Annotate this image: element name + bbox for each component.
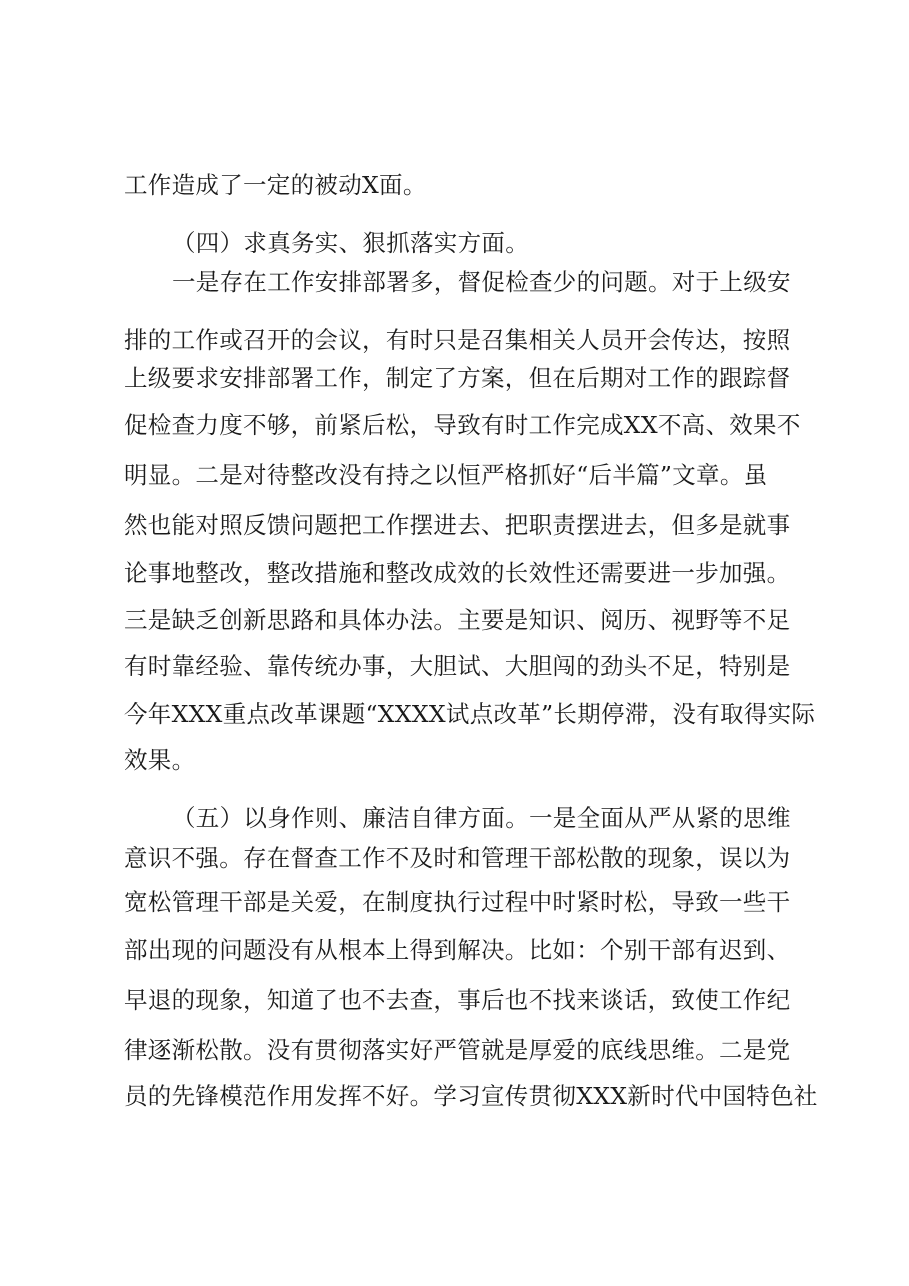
body-text-line: 明显。二是对待整改没有持之以恒严格抓好“后半篇”文章。虽 (124, 461, 768, 489)
body-text-line: 论事地整改，整改措施和整改成效的长效性还需要进一步加强。 (124, 559, 791, 587)
body-text-line: 宽松管理干部是关爱，在制度执行过程中时紧时松，导致一些干 (124, 888, 791, 916)
body-text-line: 然也能对照反馈问题把工作摆进去、把职责摆进去，但多是就事 (124, 511, 791, 539)
body-text-line: 部出现的问题没有从根本上得到解决。比如：个别干部有迟到、 (124, 936, 791, 964)
body-text-line: 效果。 (124, 746, 196, 774)
body-text-line: 一是存在工作安排部署多，督促检查少的问题。对于上级安 (172, 268, 791, 296)
body-text-line: 律逐渐松散。没有贯彻落实好严管就是厚爱的底线思维。二是党 (124, 1036, 791, 1064)
section-heading-5: （五）以身作则、廉洁自律方面。一是全面从严从紧的思维 (172, 804, 791, 832)
body-text-line: 三是缺乏创新思路和具体办法。主要是知识、阅历、视野等不足 (124, 606, 791, 634)
body-text-line: 员的先锋模范作用发挥不好。学习宣传贯彻XXX新时代中国特色社 (124, 1082, 818, 1110)
body-text-line: 上级要求安排部署工作，制定了方案，但在后期对工作的跟踪督 (124, 364, 791, 392)
body-text-line: 早退的现象，知道了也不去查，事后也不找来谈话，致使工作纪 (124, 986, 791, 1014)
body-text-line: 促检查力度不够，前紧后松，导致有时工作完成XX不高、效果不 (124, 411, 801, 439)
body-text-line: 意识不强。存在督查工作不及时和管理干部松散的现象，误以为 (124, 844, 791, 872)
body-text-line: 今年XXX重点改革课题“XXXX试点改革”长期停滞，没有取得实际 (124, 700, 816, 728)
section-heading-4: （四）求真务实、狠抓落实方面。 (172, 229, 529, 257)
body-text-line: 排的工作或召开的会议，有时只是召集相关人员开会传达，按照 (124, 326, 791, 354)
body-text-line: 有时靠经验、靠传统办事，大胆试、大胆闯的劲头不足，特别是 (124, 652, 791, 680)
body-text-line: 工作造成了一定的被动X面。 (124, 171, 427, 199)
